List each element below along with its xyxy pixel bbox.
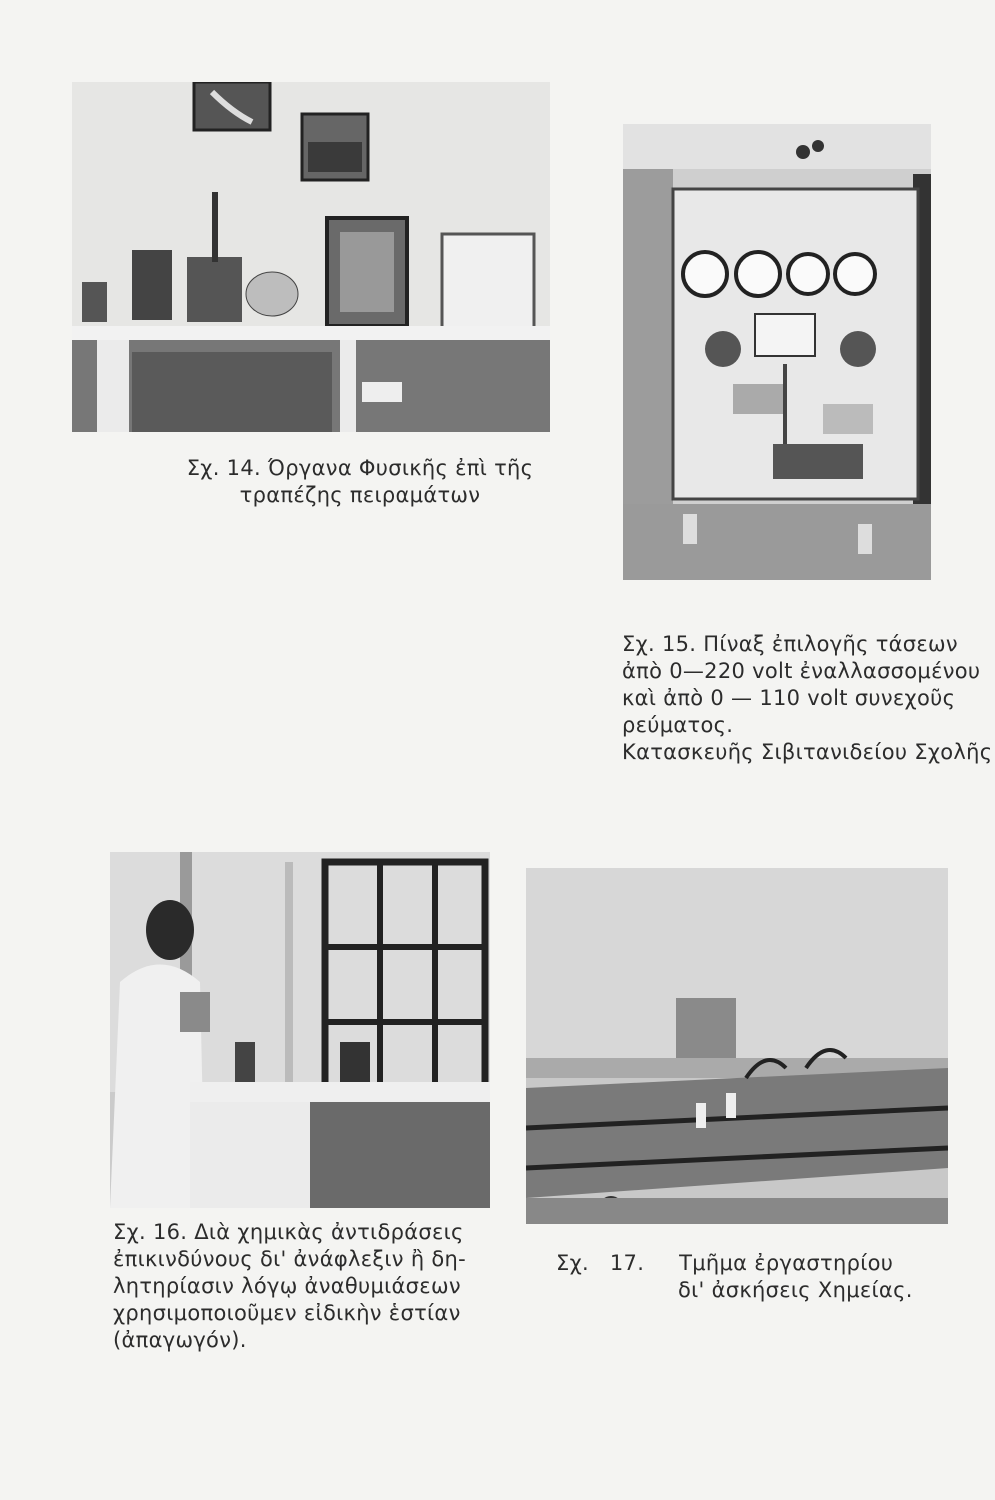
photo-physics-instruments xyxy=(72,82,550,432)
caption-line: Κατασκευῆς Σιβιτανιδείου Σχολῆς xyxy=(622,740,993,764)
caption-fig15 xyxy=(622,631,993,766)
caption-line: ρεύματος. xyxy=(622,713,734,737)
caption-line: Σχ. 16. Διὰ χημικὰς ἀντιδράσεις xyxy=(113,1220,464,1244)
caption-line: καὶ ἀπὸ 0 — 110 volt συνεχοῦς xyxy=(622,686,956,710)
caption-line: χρησιμοποιοῦμεν εἰδικὴν ἑστίαν xyxy=(113,1301,461,1325)
caption-line: Σχ. 17. Τμῆμα ἐργαστηρίου xyxy=(556,1251,894,1275)
caption-line: λητηρίασιν λόγῳ ἀναθυμιάσεων xyxy=(113,1274,461,1298)
caption-line: Σχ. 15. Πίναξ ἐπιλογῆς τάσεων xyxy=(622,632,958,656)
caption-line: δι' ἀσκήσεις Χημείας. xyxy=(678,1278,913,1302)
caption-fig17 xyxy=(556,1250,956,1304)
caption-line: (ἀπαγωγόν). xyxy=(113,1328,247,1352)
photo-voltage-panel xyxy=(623,124,931,580)
caption-fig16 xyxy=(113,1219,493,1354)
caption-fig14 xyxy=(140,455,580,509)
photo-chemistry-lab xyxy=(526,868,948,1224)
caption-line: ἐπικινδύνους δι' ἀνάφλεξιν ἢ δη- xyxy=(113,1247,467,1271)
photo-fume-hood xyxy=(110,852,490,1208)
caption-line: ἀπὸ 0—220 volt ἐναλλασσομένου xyxy=(622,659,981,683)
caption-line: τραπέζης πειραμάτων xyxy=(239,483,481,507)
caption-line: Σχ. 14. Όργανα Φυσικῆς ἐπὶ τῆς xyxy=(186,456,534,480)
